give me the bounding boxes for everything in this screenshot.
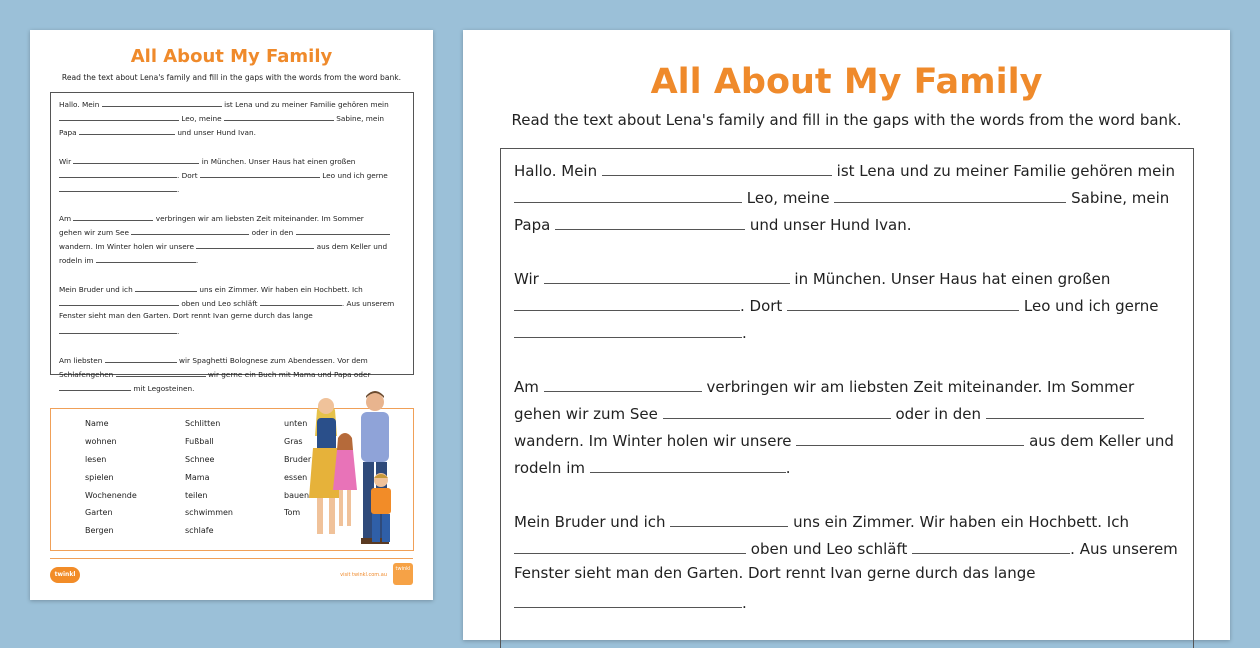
text-fragment: mit Legosteinen. — [133, 384, 195, 393]
text-line — [59, 297, 394, 308]
word-bank-item: bauen — [284, 491, 310, 500]
word-bank-item: Tom — [284, 508, 301, 517]
girl-figure — [333, 433, 357, 526]
text-fragment: Leo, meine — [181, 114, 222, 123]
gap-line — [79, 126, 175, 135]
text-fragment: Wir — [514, 270, 539, 288]
word-bank-item: Garten — [85, 508, 113, 517]
gap-line — [105, 354, 177, 363]
gap-line — [224, 112, 334, 121]
gap-line — [59, 382, 131, 391]
text-line — [59, 126, 256, 137]
text-line — [514, 186, 1169, 207]
text-line — [514, 159, 1175, 180]
text-line — [59, 354, 368, 365]
text-line — [514, 510, 1129, 531]
text-line — [59, 254, 198, 265]
word-bank — [50, 408, 414, 551]
word-bank-item: essen — [284, 473, 308, 482]
text-fragment: . Aus unserem — [1070, 540, 1178, 558]
text-line — [59, 325, 179, 336]
text-fragment: Am — [59, 214, 72, 223]
gap-line — [796, 429, 1024, 446]
text-line — [514, 267, 1110, 288]
gap-line — [514, 294, 740, 311]
text-fragment: . — [195, 256, 199, 265]
text-fragment: und unser Hund Ivan. — [177, 128, 256, 137]
gap-line — [602, 159, 832, 176]
gap-line — [912, 537, 1070, 554]
text-line — [514, 429, 1174, 450]
text-line — [59, 155, 355, 166]
text-fragment: Schlafengehen — [59, 370, 114, 379]
footer-url: visit twinkl.com.au — [340, 572, 387, 578]
gap-line — [102, 98, 222, 107]
gap-line — [59, 112, 179, 121]
gap-line — [834, 186, 1066, 203]
word-bank-item: teilen — [185, 491, 208, 500]
text-line — [59, 112, 384, 123]
gap-line — [196, 240, 314, 249]
word-bank-item: Gras — [284, 437, 303, 446]
gap-line — [296, 226, 390, 235]
gap-line — [260, 297, 342, 306]
text-line — [59, 98, 389, 109]
text-line — [514, 321, 747, 342]
word-bank-item: Bergen — [85, 526, 114, 535]
word-bank-item: Schlitten — [185, 419, 221, 428]
gap-line — [787, 294, 1019, 311]
text-fragment: Am liebsten — [59, 356, 103, 365]
text-fragment: Wir — [59, 157, 72, 166]
text-fragment: Hallo. Mein — [514, 162, 598, 180]
text-fragment: Papa — [59, 128, 77, 137]
text-fragment: gehen wir zum See — [59, 228, 129, 237]
word-bank-item: lesen — [85, 455, 107, 464]
page-title: All About My Family — [130, 46, 333, 67]
text-fragment: . Dort — [740, 297, 783, 315]
text-line — [514, 213, 912, 234]
page-footer — [50, 558, 413, 589]
text-fragment: . — [177, 327, 180, 336]
instructions: Read the text about Lena's family and fill in the gaps with the words from the word bank. — [511, 111, 1182, 129]
word-bank-item: Fußball — [185, 437, 214, 446]
text-fragment: . — [742, 324, 747, 342]
gap-line — [96, 254, 199, 265]
text-line — [59, 283, 363, 294]
text-fragment: Leo, meine — [746, 189, 830, 207]
word-bank-item: Wochenende — [85, 491, 137, 500]
text-line — [514, 564, 1036, 582]
text-fragment: . Aus unserem — [341, 299, 395, 308]
text-fragment: . — [177, 185, 180, 194]
gap-line — [59, 297, 179, 306]
word-bank-item: Schnee — [185, 455, 215, 464]
text-fragment: oder in den — [895, 405, 981, 423]
text-fragment: wir gerne ein Buch mit Mama und Papa oder — [207, 370, 371, 379]
word-bank-item: schlafe — [185, 526, 214, 535]
twinkl-badge-icon: twinkl — [393, 563, 413, 585]
page-title: All About My Family — [650, 62, 1043, 102]
gap-line — [59, 325, 180, 336]
text-fragment: wandern. Im Winter holen wir unsere — [514, 432, 792, 450]
gap-line — [200, 169, 320, 178]
text-fragment: Papa — [514, 216, 551, 234]
text-fragment: . Dort — [177, 171, 198, 180]
text-fragment: Hallo. Mein — [59, 100, 100, 109]
gap-line — [555, 213, 745, 230]
text-fragment: gehen wir zum See — [514, 405, 658, 423]
gap-line — [514, 186, 742, 203]
gap-line — [544, 375, 702, 392]
text-line — [59, 212, 364, 223]
gap-line — [514, 591, 742, 608]
text-fragment: Fenster sieht man den Garten. Dort rennt Ivan gerne durch das lange — [514, 564, 1036, 582]
gap-line — [514, 321, 742, 338]
text-line — [59, 382, 194, 393]
gap-line — [514, 537, 746, 554]
text-fragment: . — [742, 594, 747, 612]
text-line — [514, 402, 1144, 423]
text-line — [59, 368, 371, 379]
text-fragment: und unser Hund Ivan. — [749, 216, 912, 234]
word-bank-item: Name — [85, 419, 109, 428]
text-fragment: wir Spaghetti Bolognese zum Abendessen. Vor dem — [179, 356, 368, 365]
text-fragment: verbringen wir am liebsten Zeit miteinander. Im Sommer — [155, 214, 364, 223]
family-illustration — [303, 388, 407, 558]
text-fragment: Mein Bruder und ich — [59, 285, 133, 294]
text-line — [514, 294, 1159, 315]
text-line — [514, 456, 791, 477]
worksheet-thumbnail — [30, 30, 433, 600]
gap-line — [59, 183, 180, 194]
text-fragment: oben und Leo schläft — [181, 299, 258, 308]
gap-line — [131, 226, 249, 235]
text-fragment: in München. Unser Haus hat einen großen — [201, 157, 356, 166]
gap-line — [135, 283, 197, 292]
word-bank-item: unten — [284, 419, 308, 428]
text-fragment: Sabine, mein — [336, 114, 385, 123]
text-fragment: rodeln im — [59, 256, 94, 265]
gap-text-box — [50, 92, 414, 393]
text-fragment: rodeln im — [514, 459, 585, 477]
gap-line — [73, 155, 199, 164]
text-fragment: Am — [514, 378, 539, 396]
gap-line — [544, 267, 790, 284]
word-bank-item: wohnen — [85, 437, 117, 446]
word-bank-item: Bruder — [284, 455, 312, 464]
text-fragment: Sabine, mein — [1071, 189, 1170, 207]
gap-line — [73, 212, 153, 221]
text-fragment: in München. Unser Haus hat einen großen — [794, 270, 1111, 288]
text-line — [514, 591, 747, 612]
text-fragment: ist Lena und zu meiner Familie gehören mein — [836, 162, 1176, 180]
text-line — [59, 183, 179, 194]
gap-line — [670, 510, 788, 527]
text-fragment: . — [785, 459, 791, 477]
gap-line — [59, 169, 177, 178]
gap-line — [663, 402, 891, 419]
text-fragment: aus dem Keller und — [1029, 432, 1174, 450]
text-fragment: oben und Leo schläft — [750, 540, 908, 558]
gap-line — [986, 402, 1144, 419]
text-fragment: Fenster sieht man den Garten. Dort rennt Ivan gerne durch das lange — [59, 311, 313, 320]
text-line — [59, 169, 388, 180]
gap-line — [590, 456, 786, 473]
text-fragment: Leo und ich gerne — [322, 171, 388, 180]
text-fragment: Mein Bruder und ich — [514, 513, 666, 531]
gap-line — [116, 368, 206, 377]
text-fragment: aus dem Keller und — [316, 242, 388, 251]
word-bank-item: Mama — [185, 473, 210, 482]
text-fragment: uns ein Zimmer. Wir haben ein Hochbett. Ich — [793, 513, 1129, 531]
text-fragment: uns ein Zimmer. Wir haben ein Hochbett. Ich — [199, 285, 363, 294]
text-fragment: ist Lena und zu meiner Familie gehören mein — [224, 100, 389, 109]
instructions: Read the text about Lena's family and fill in the gaps with the words from the word bank. — [61, 73, 402, 82]
text-line — [59, 226, 390, 237]
word-bank-item: schwimmen — [185, 508, 233, 517]
text-line — [59, 311, 313, 320]
text-fragment: wandern. Im Winter holen wir unsere — [59, 242, 195, 251]
text-fragment: oder in den — [251, 228, 294, 237]
text-line — [59, 240, 387, 251]
gap-text-box — [500, 148, 1194, 648]
text-fragment: verbringen wir am liebsten Zeit miteinander. Im Sommer — [706, 378, 1135, 396]
text-line — [514, 537, 1178, 558]
twinkl-logo: twinkl — [50, 567, 80, 583]
text-line — [514, 375, 1134, 396]
text-fragment: Leo und ich gerne — [1023, 297, 1159, 315]
word-bank-item: spielen — [85, 473, 114, 482]
worksheet-zoomed — [463, 30, 1230, 640]
